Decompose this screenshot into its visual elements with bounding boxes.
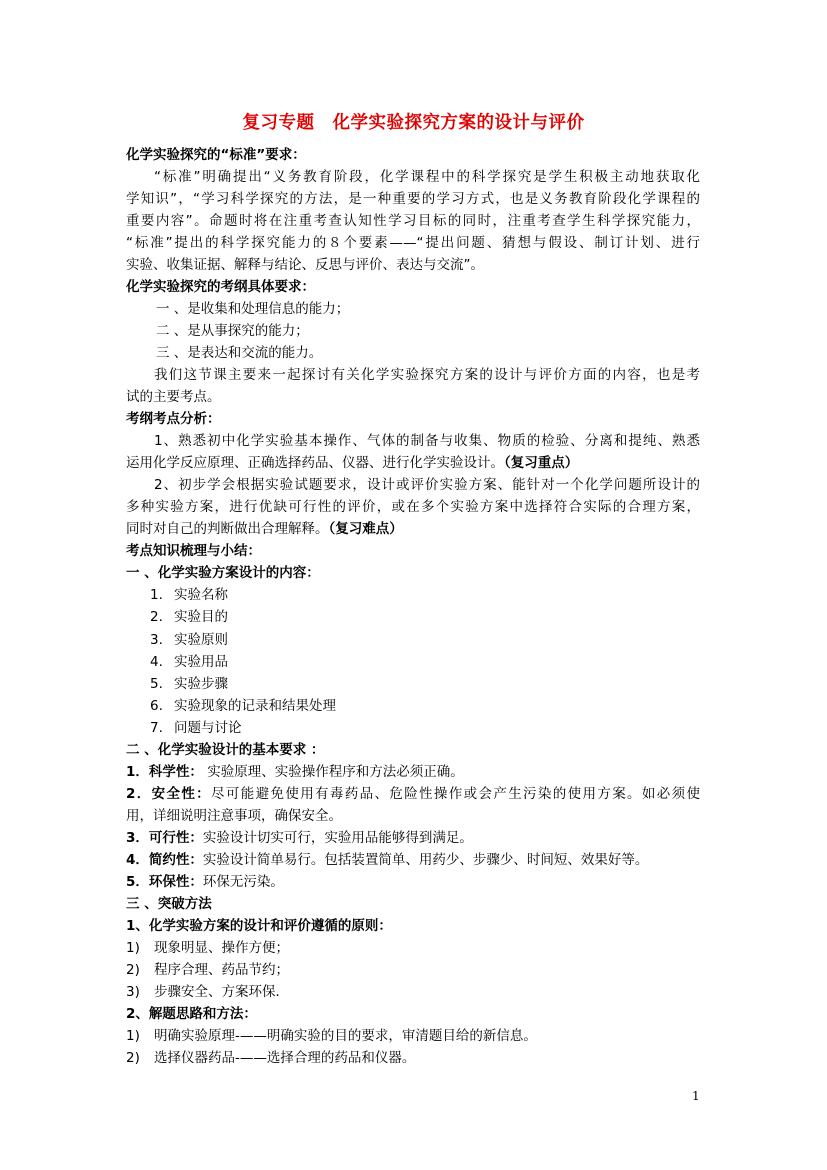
requirement-text: 实验设计简单易行。包括装置简单、用药少、步骤少、时间短、效果好等。 <box>202 852 649 868</box>
part-two-heading: 二 、化学实验设计的基本要求 ： <box>126 742 325 758</box>
page-number: 1 <box>692 1089 700 1103</box>
list-text: 实验原则 <box>174 632 228 648</box>
requirement-text: 实验设计切实可行，实验用品能够得到满足。 <box>202 830 473 846</box>
section-heading-outline: 化学实验探究的考纲具体要求： <box>126 279 315 295</box>
list-text: 问题与讨论 <box>174 720 242 736</box>
paragraph-line: 实验、收集证据、解释与结论、反思与评价、表达与交流”。 <box>126 257 484 273</box>
part-one-heading: 一 、化学实验方案设计的内容： <box>126 565 320 581</box>
list-number: 2) <box>126 1050 140 1066</box>
list-text: 选择仪器药品-——选择合理的药品和仪器。 <box>154 1050 416 1066</box>
requirement-line <box>126 871 706 893</box>
paragraph-line: 重要内容”。命题时将在注重考查认知性学习目标的同时，注重考查学生科学探究能力， <box>126 213 700 229</box>
list-text: 明确实验原理-——明确实验的目的要求，审清题目给的新信息。 <box>154 1028 537 1044</box>
principle-item <box>126 959 706 981</box>
key-point-tag: （复习重点） <box>504 455 579 471</box>
list-number: 2) <box>126 962 140 978</box>
list-number: 3. <box>150 632 163 648</box>
part-three-heading: 三 、突破方法 <box>126 896 212 912</box>
paragraph-line: “标准”提出的科学探究能力的８个要素——“提出问题、猜想与假设、制订计划、进行 <box>126 235 700 251</box>
list-text: 实验用品 <box>174 654 228 670</box>
principle-item <box>126 937 706 959</box>
outline-item: 一 、是收集和处理信息的能力； <box>156 301 350 317</box>
requirement-key: 5．环保性： <box>126 874 203 890</box>
paragraph-line <box>126 452 706 474</box>
list-text: 实验名称 <box>174 587 228 603</box>
requirement-key: 2．安全性： <box>126 786 212 802</box>
difficulty-tag: （复习难点） <box>328 521 403 537</box>
requirement-line <box>126 783 700 805</box>
list-item <box>150 606 730 628</box>
paragraph-line: 试的主要考点。 <box>126 389 221 405</box>
list-item <box>150 695 730 717</box>
paragraph-line <box>126 518 706 540</box>
requirement-text: 尽可能避免使用有毒药品、危险性操作或会产生污染的使用方案。如必须使 <box>211 786 700 802</box>
paragraph-line: 我们这节课主要来一起探讨有关化学实验探究方案的设计与评价方面的内容，也是考 <box>154 367 700 383</box>
list-number: 2. <box>150 609 163 625</box>
list-text: 现象明显、操作方便； <box>154 940 289 956</box>
list-text: 实验目的 <box>174 609 228 625</box>
list-number: 7. <box>150 720 163 736</box>
list-number: 5. <box>150 676 163 692</box>
section-heading-analysis: 考纲考点分析： <box>126 411 221 427</box>
paragraph-line: “标准”明确提出“义务教育阶段，化学课程中的科学探究是学生积极主动地获取化 <box>154 169 700 185</box>
requirement-line <box>126 805 706 827</box>
method-heading: 2、解题思路和方法： <box>126 1006 257 1022</box>
list-text: 步骤安全、方案环保． <box>154 984 289 1000</box>
analysis-text: 同时对自己的判断做出合理解释。 <box>126 521 329 537</box>
paragraph-line: 1、熟悉初中化学实验基本操作、气体的制备与收集、物质的检验、分离和提纯、熟悉 <box>154 433 700 449</box>
list-text: 程序合理、药品节约； <box>154 962 289 978</box>
method-item <box>126 1025 706 1047</box>
outline-item: 三 、是表达和交流的能力。 <box>156 345 323 361</box>
paragraph-line: 多种实验方案，进行优缺可行性的评价，或在多个实验方案中选择符合实际的合理方案， <box>126 499 700 515</box>
outline-item: 二 、是从事探究的能力； <box>156 323 309 339</box>
requirement-key: 1．科学性： <box>126 764 203 780</box>
list-number: 1) <box>126 940 140 956</box>
section-heading-summary: 考点知识梳理与小结： <box>126 543 261 559</box>
requirement-text: 环保无污染。 <box>202 874 284 890</box>
list-text: 实验现象的记录和结果处理 <box>174 698 336 714</box>
section-heading-standard: 化学实验探究的“标准”要求： <box>126 147 306 163</box>
list-item <box>150 584 730 606</box>
requirement-line <box>126 827 706 849</box>
requirement-line <box>126 849 706 871</box>
document-title: 复习专题 化学实验探究方案的设计与评价 <box>242 113 585 133</box>
list-number: 6. <box>150 698 163 714</box>
list-number: 4. <box>150 654 163 670</box>
list-item <box>150 651 730 673</box>
principle-item <box>126 981 706 1003</box>
paragraph-line: 2、初步学会根据实验试题要求，设计或评价实验方案、能针对一个化学问题所设计的 <box>154 477 700 493</box>
analysis-text: 运用化学反应原理、正确选择药品、仪器、进行化学实验设计。 <box>126 455 504 471</box>
requirement-text: 实验原理、实验操作程序和方法必须正确。 <box>202 764 464 780</box>
list-number: 1) <box>126 1028 140 1044</box>
list-item <box>150 717 730 739</box>
requirement-key: 4．简约性： <box>126 852 203 868</box>
list-text: 实验步骤 <box>174 676 228 692</box>
list-number: 3) <box>126 984 140 1000</box>
requirement-line <box>126 761 706 783</box>
list-item <box>150 629 730 651</box>
paragraph-line: 学知识”，“学习科学探究的方法，是一种重要的学习方式，也是义务教育阶段化学课程的 <box>126 191 700 207</box>
list-number: 1. <box>150 587 163 603</box>
requirement-text: 用，详细说明注意事项，确保安全。 <box>126 808 342 824</box>
list-item <box>150 673 730 695</box>
requirement-key: 3．可行性： <box>126 830 203 846</box>
method-item <box>126 1047 706 1069</box>
principle-heading: 1、化学实验方案的设计和评价遵循的原则： <box>126 918 392 934</box>
